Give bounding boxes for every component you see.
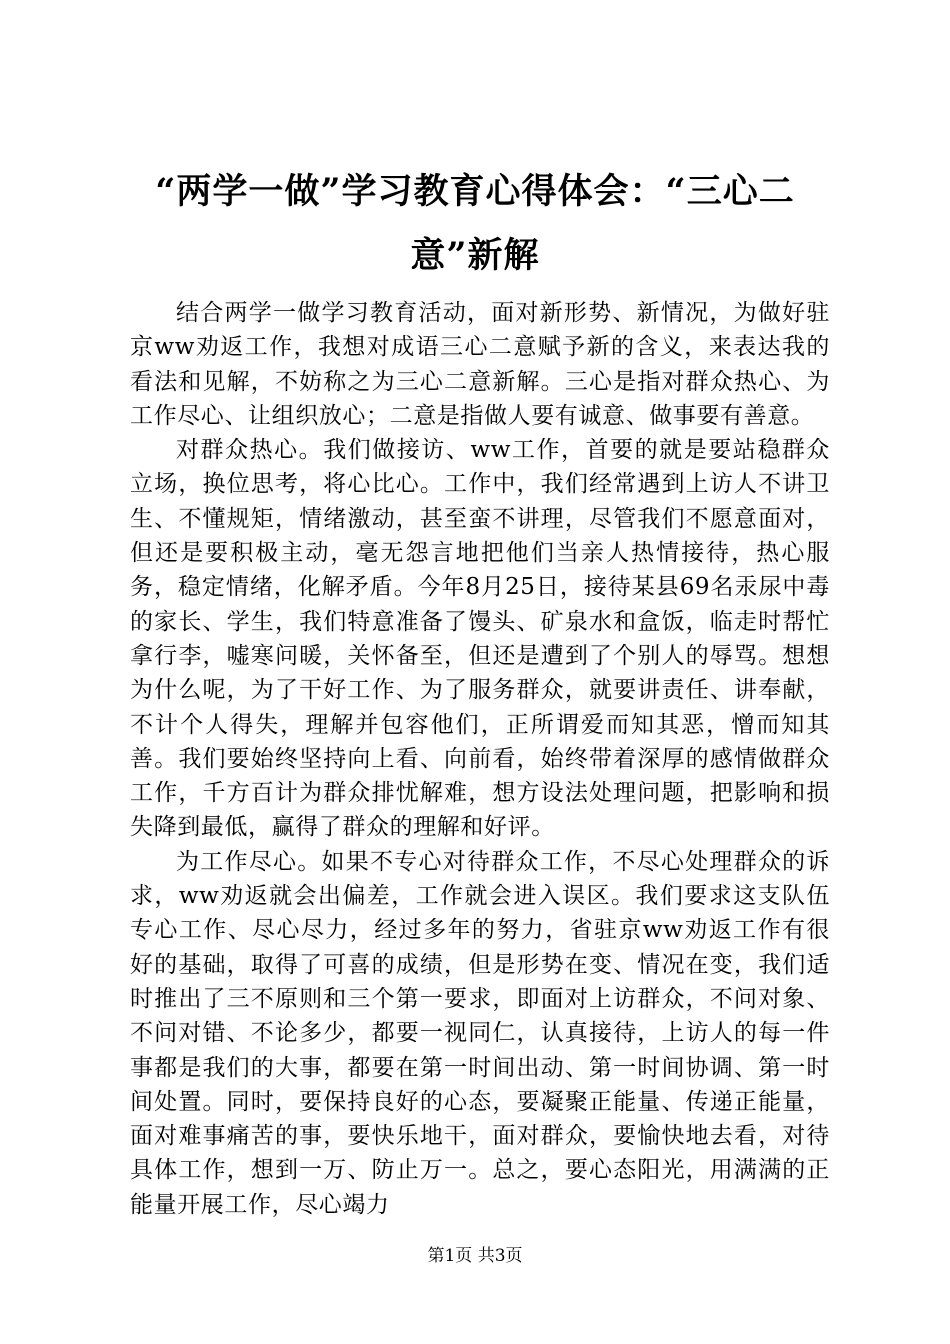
page-number-label: 第1页 共3页 (427, 1246, 523, 1266)
document-body (130, 296, 830, 1222)
paragraph-dedicated-work: 为工作尽心。如果不专心对待群众工作，不尽心处理群众的诉求，ww劝返就会出偏差，工作就会进入误区。我们要求这支队伍专心工作、尽心尽力，经过多年的努力，省驻京ww劝返工作有很好的基础，取得了可喜的成绩，但是形势在变、情况在变，我们适时推出了三不原则和三个第一要求，即面对上访群众，不问对象、不问对错、不论多少，都要一视同仁，认真接待，上访人的每一件事都是我们的大事，都要在第一时间出动、第一时间协调、第一时间处置。同时，要保持良好的心态，要凝聚正能量、传递正能量，面对难事痛苦的事，要快乐地干，面对群众，要愉快地去看，对待具体工作，想到一万、防止万一。总之，要心态阳光，用满满的正能量开展工作，尽心竭力 (130, 848, 830, 1218)
page-footer (0, 1244, 950, 1268)
document-title: “两学一做”学习教育心得体会：“三心二意”新解 (155, 171, 795, 276)
paragraph-intro: 结合两学一做学习教育活动，面对新形势、新情况，为做好驻京ww劝返工作，我想对成语三心二意赋予新的含义，来表达我的看法和见解，不妨称之为三心二意新解。三心是指对群众热心、为工作尽心、让组织放心；二意是指做人要有诚意、做事要有善意。 (130, 300, 830, 429)
paragraph-warm-heart: 对群众热心。我们做接访、ww工作，首要的就是要站稳群众立场，换位思考，将心比心。工作中，我们经常遇到上访人不讲卫生、不懂规矩，情绪激动，甚至蛮不讲理，尽管我们不愿意面对，但还是要积极主动，毫无怨言地把他们当亲人热情接待，热心服务，稳定情绪，化解矛盾。今年8月25日，接待某县69名汞尿中毒的家长、学生，我们特意准备了馒头、矿泉水和盒饭，临走时帮忙拿行李，嘘寒问暖，关怀备至，但还是遭到了个别人的辱骂。想想为什么呢，为了干好工作、为了服务群众，就要讲责任、讲奉献，不计个人得失，理解并包容他们，正所谓爱而知其恶，憎而知其善。我们要始终坚持向上看、向前看，始终带着深厚的感情做群众工作，千方百计为群众排忧解难，想方设法处理问题，把影响和损失降到最低，赢得了群众的理解和好评。 (130, 437, 830, 841)
